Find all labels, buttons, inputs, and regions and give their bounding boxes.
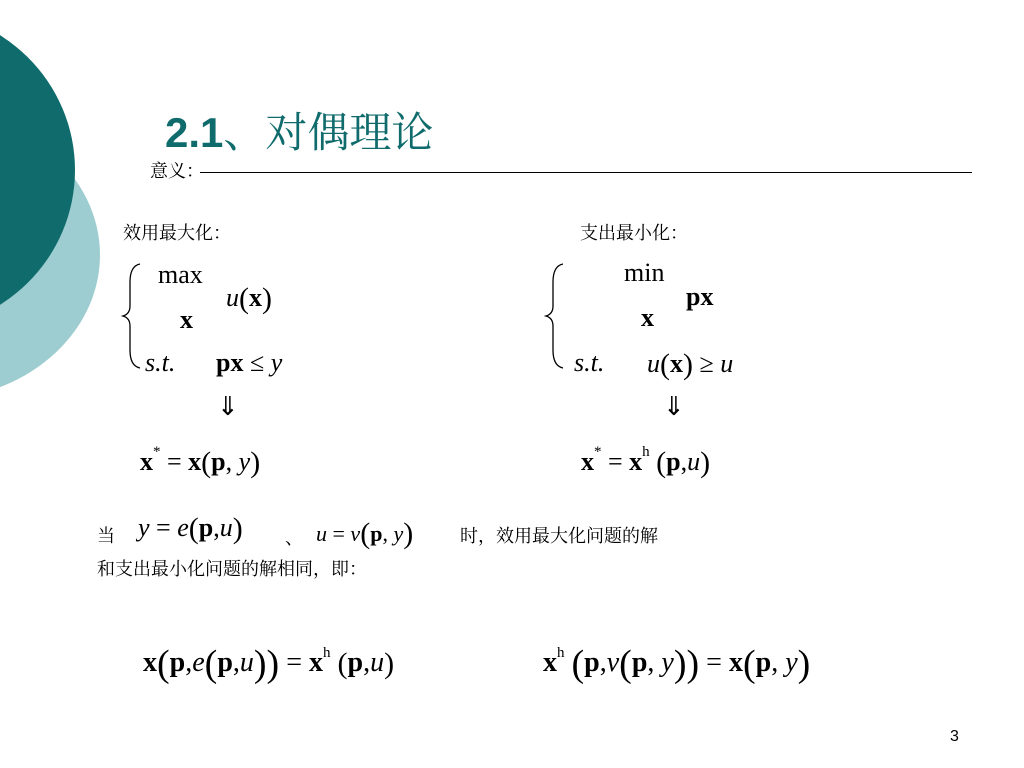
condition-separator: 、 [285,528,303,549]
right-st: s.t. [574,348,605,377]
right-implies-arrow: ⇓ [663,392,685,422]
title-number: 2.1 [165,109,224,156]
right-objective: px [686,282,714,311]
condition-eq2: u = v(p, y) [316,517,414,550]
meaning-label: 意义： [150,161,204,182]
left-op: max [158,260,203,289]
condition-suffix: 时，效用最大化问题的解 [460,526,658,547]
right-op: min [624,258,665,287]
right-op-var: x [641,303,654,332]
left-brace [120,262,144,370]
right-solution: $x^* = x^h$ (p,u) [581,444,711,479]
title-text: 、对偶理论 [223,108,434,157]
left-constraint: px ≤ y [216,348,283,377]
condition-prefix: 当 [97,526,115,547]
slide-title [165,100,433,160]
left-heading: 效用最大化： [123,223,231,244]
identity-1: $x(p,e(p,u)) = x^h$ (p,u) [143,643,395,685]
left-op-var: x [180,305,193,334]
right-heading: 支出最小化： [580,223,688,244]
condition-eq1: y = e(p,u) [138,512,243,545]
condition-line2: 和支出最小化问题的解相同，即： [97,559,367,580]
title-divider [200,172,972,173]
right-constraint: u(x) ≥ u [647,348,734,381]
left-solution: x* = x(p, y) [140,444,261,479]
left-st: s.t. [145,348,176,377]
left-implies-arrow: ⇓ [217,392,239,422]
right-brace [543,262,567,370]
identity-2: $x^h$ (p,v(p, y)) = x(p, y) [543,643,811,685]
page-number: 3 [950,728,959,745]
left-objective: u(x) [226,282,272,315]
